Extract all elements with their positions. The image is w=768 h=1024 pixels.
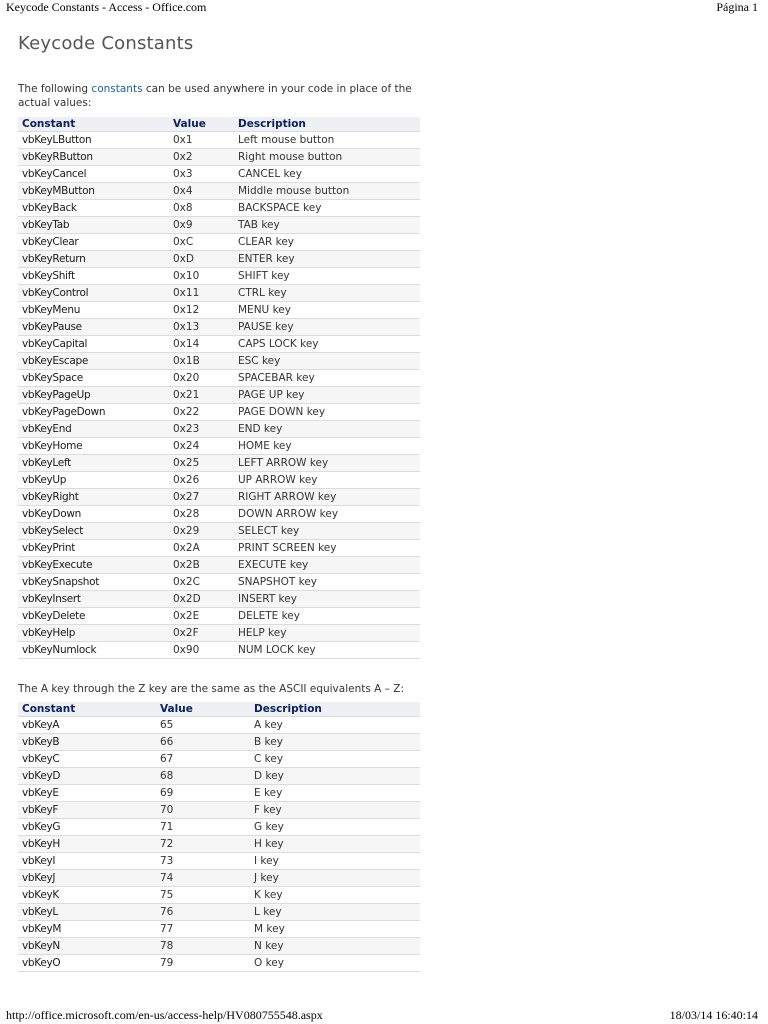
- constant-name: vbKeyI: [18, 853, 156, 870]
- constant-value: 0x2B: [169, 557, 234, 574]
- constant-value: 0x12: [169, 302, 234, 319]
- constant-value: 0x22: [169, 404, 234, 421]
- constant-description: K key: [250, 887, 420, 904]
- col-header-description: Description: [234, 117, 420, 132]
- constant-value: 0x8: [169, 200, 234, 217]
- constant-name: vbKeyCapital: [18, 336, 169, 353]
- constant-value: 0x2: [169, 149, 234, 166]
- constant-name: vbKeyF: [18, 802, 156, 819]
- constant-name: vbKeyO: [18, 955, 156, 972]
- col-header-constant: Constant: [18, 702, 156, 717]
- constant-description: SNAPSHOT key: [234, 574, 420, 591]
- constant-value: 78: [156, 938, 250, 955]
- constant-description: M key: [250, 921, 420, 938]
- constant-name: vbKeyRight: [18, 489, 169, 506]
- constant-name: vbKeyCancel: [18, 166, 169, 183]
- constant-description: G key: [250, 819, 420, 836]
- constant-name: vbKeyEnd: [18, 421, 169, 438]
- constant-description: UP ARROW key: [234, 472, 420, 489]
- table-row: [18, 751, 420, 768]
- table-row: [18, 183, 420, 200]
- print-footer-timestamp: 18/03/14 16:40:14: [669, 1008, 758, 1022]
- constant-description: ESC key: [234, 353, 420, 370]
- constant-value: 68: [156, 768, 250, 785]
- table-row: [18, 455, 420, 472]
- constant-name: vbKeyPrint: [18, 540, 169, 557]
- constant-name: vbKeyHelp: [18, 625, 169, 642]
- ascii-note: The A key through the Z key are the same as the ASCII equivalents A – Z:: [18, 683, 404, 695]
- table-row: [18, 166, 420, 183]
- table-row: [18, 785, 420, 802]
- col-header-value: Value: [156, 702, 250, 717]
- table-row: [18, 132, 420, 149]
- table-row: [18, 336, 420, 353]
- col-header-description: Description: [250, 702, 420, 717]
- constant-value: 67: [156, 751, 250, 768]
- table-row: [18, 717, 420, 734]
- constant-value: 0xD: [169, 251, 234, 268]
- constant-value: 0x21: [169, 387, 234, 404]
- constant-value: 0x29: [169, 523, 234, 540]
- constant-description: O key: [250, 955, 420, 972]
- constant-value: 75: [156, 887, 250, 904]
- table-row: [18, 387, 420, 404]
- constant-description: J key: [250, 870, 420, 887]
- constant-name: vbKeyLButton: [18, 132, 169, 149]
- constant-name: vbKeyC: [18, 751, 156, 768]
- constant-value: 0x23: [169, 421, 234, 438]
- constant-description: PAUSE key: [234, 319, 420, 336]
- constant-description: L key: [250, 904, 420, 921]
- constant-value: 0x24: [169, 438, 234, 455]
- constant-value: 0x13: [169, 319, 234, 336]
- constant-description: PAGE UP key: [234, 387, 420, 404]
- table-row: [18, 921, 420, 938]
- constant-description: LEFT ARROW key: [234, 455, 420, 472]
- page-title: Keycode Constants: [18, 33, 194, 54]
- constant-name: vbKeyExecute: [18, 557, 169, 574]
- print-header-title: Keycode Constants - Access - Office.com: [6, 0, 207, 14]
- table-row: [18, 489, 420, 506]
- table-row: [18, 574, 420, 591]
- constant-name: vbKeyL: [18, 904, 156, 921]
- table-row: [18, 404, 420, 421]
- constant-name: vbKeyLeft: [18, 455, 169, 472]
- constant-name: vbKeyPageUp: [18, 387, 169, 404]
- constant-description: NUM LOCK key: [234, 642, 420, 659]
- table-row: [18, 268, 420, 285]
- constant-name: vbKeyClear: [18, 234, 169, 251]
- table-row: [18, 955, 420, 972]
- constant-description: SHIFT key: [234, 268, 420, 285]
- constant-description: C key: [250, 751, 420, 768]
- table-row: [18, 557, 420, 574]
- constant-value: 0x9: [169, 217, 234, 234]
- constant-name: vbKeyEscape: [18, 353, 169, 370]
- constant-value: 66: [156, 734, 250, 751]
- constant-name: vbKeyJ: [18, 870, 156, 887]
- constant-value: 0x27: [169, 489, 234, 506]
- constant-description: Middle mouse button: [234, 183, 420, 200]
- intro-paragraph: [18, 82, 418, 110]
- table-row: [18, 370, 420, 387]
- table-row: [18, 768, 420, 785]
- constant-name: vbKeyMenu: [18, 302, 169, 319]
- constant-description: INSERT key: [234, 591, 420, 608]
- constant-name: vbKeyD: [18, 768, 156, 785]
- table-row: [18, 853, 420, 870]
- constant-value: 0x11: [169, 285, 234, 302]
- constant-value: 0x10: [169, 268, 234, 285]
- constant-value: 0x2E: [169, 608, 234, 625]
- constant-name: vbKeyNumlock: [18, 642, 169, 659]
- constant-value: 0x2C: [169, 574, 234, 591]
- table-row: [18, 887, 420, 904]
- constant-value: 0x1B: [169, 353, 234, 370]
- table-header-row: [18, 702, 420, 717]
- table-row: [18, 904, 420, 921]
- constant-name: vbKeyA: [18, 717, 156, 734]
- table-row: [18, 438, 420, 455]
- constant-value: 76: [156, 904, 250, 921]
- constant-value: 0x28: [169, 506, 234, 523]
- constant-description: EXECUTE key: [234, 557, 420, 574]
- constant-value: 71: [156, 819, 250, 836]
- intro-text-after: can be used anywhere in your code in place of the actual values:: [18, 83, 412, 109]
- constant-name: vbKeyPause: [18, 319, 169, 336]
- table-row: [18, 608, 420, 625]
- constant-name: vbKeyReturn: [18, 251, 169, 268]
- constant-description: END key: [234, 421, 420, 438]
- table-row: [18, 472, 420, 489]
- constant-name: vbKeySpace: [18, 370, 169, 387]
- constant-description: BACKSPACE key: [234, 200, 420, 217]
- constant-value: 0x4: [169, 183, 234, 200]
- table-row: [18, 523, 420, 540]
- table-row: [18, 149, 420, 166]
- constant-description: CANCEL key: [234, 166, 420, 183]
- constant-description: A key: [250, 717, 420, 734]
- constant-name: vbKeyUp: [18, 472, 169, 489]
- table-row: [18, 625, 420, 642]
- col-header-constant: Constant: [18, 117, 169, 132]
- constant-description: F key: [250, 802, 420, 819]
- constant-description: ENTER key: [234, 251, 420, 268]
- table-row: [18, 285, 420, 302]
- constant-description: CTRL key: [234, 285, 420, 302]
- table-row: [18, 836, 420, 853]
- table-row: [18, 591, 420, 608]
- table-row: [18, 217, 420, 234]
- constant-value: 72: [156, 836, 250, 853]
- constant-description: B key: [250, 734, 420, 751]
- constant-value: 0x26: [169, 472, 234, 489]
- table-row: [18, 734, 420, 751]
- constant-description: CLEAR key: [234, 234, 420, 251]
- col-header-value: Value: [169, 117, 234, 132]
- constant-value: 74: [156, 870, 250, 887]
- constant-description: H key: [250, 836, 420, 853]
- constant-description: Left mouse button: [234, 132, 420, 149]
- constant-description: D key: [250, 768, 420, 785]
- constant-description: RIGHT ARROW key: [234, 489, 420, 506]
- constant-name: vbKeyHome: [18, 438, 169, 455]
- keycode-table: [18, 117, 420, 659]
- table-row: [18, 819, 420, 836]
- constant-description: E key: [250, 785, 420, 802]
- table-row: [18, 506, 420, 523]
- constant-name: vbKeySnapshot: [18, 574, 169, 591]
- constant-value: 70: [156, 802, 250, 819]
- constant-name: vbKeyTab: [18, 217, 169, 234]
- constant-name: vbKeyControl: [18, 285, 169, 302]
- print-footer: [6, 1008, 758, 1023]
- table-row: [18, 802, 420, 819]
- constant-description: SELECT key: [234, 523, 420, 540]
- constant-value: 0x2A: [169, 540, 234, 557]
- print-header-page: Página 1: [716, 0, 758, 14]
- table-row: [18, 319, 420, 336]
- constant-name: vbKeyShift: [18, 268, 169, 285]
- constant-value: 79: [156, 955, 250, 972]
- constant-name: vbKeyRButton: [18, 149, 169, 166]
- constant-name: vbKeyH: [18, 836, 156, 853]
- constant-value: 0x3: [169, 166, 234, 183]
- table-row: [18, 251, 420, 268]
- constant-name: vbKeyM: [18, 921, 156, 938]
- constant-description: DOWN ARROW key: [234, 506, 420, 523]
- constant-name: vbKeyK: [18, 887, 156, 904]
- constant-description: PAGE DOWN key: [234, 404, 420, 421]
- constant-description: DELETE key: [234, 608, 420, 625]
- constant-value: 0x25: [169, 455, 234, 472]
- constant-value: 73: [156, 853, 250, 870]
- constant-name: vbKeyBack: [18, 200, 169, 217]
- constant-name: vbKeyPageDown: [18, 404, 169, 421]
- constant-description: HELP key: [234, 625, 420, 642]
- table-row: [18, 870, 420, 887]
- constant-value: 0x14: [169, 336, 234, 353]
- letter-keys-table: [18, 702, 420, 972]
- constant-value: 0x90: [169, 642, 234, 659]
- table-row: [18, 302, 420, 319]
- print-footer-url: http://office.microsoft.com/en-us/access-help/HV080755548.aspx: [6, 1008, 323, 1022]
- constant-name: vbKeySelect: [18, 523, 169, 540]
- constant-description: N key: [250, 938, 420, 955]
- constant-value: 69: [156, 785, 250, 802]
- print-header: [6, 0, 758, 15]
- constant-name: vbKeyE: [18, 785, 156, 802]
- constant-value: 0x1: [169, 132, 234, 149]
- constant-description: CAPS LOCK key: [234, 336, 420, 353]
- constant-description: I key: [250, 853, 420, 870]
- table-row: [18, 642, 420, 659]
- constant-name: vbKeyDown: [18, 506, 169, 523]
- constant-value: 65: [156, 717, 250, 734]
- constant-name: vbKeyMButton: [18, 183, 169, 200]
- constant-description: HOME key: [234, 438, 420, 455]
- table-row: [18, 938, 420, 955]
- constant-description: TAB key: [234, 217, 420, 234]
- table-row: [18, 540, 420, 557]
- table-row: [18, 421, 420, 438]
- constant-value: 0x2D: [169, 591, 234, 608]
- constant-description: MENU key: [234, 302, 420, 319]
- constant-name: vbKeyN: [18, 938, 156, 955]
- table-row: [18, 234, 420, 251]
- constant-value: 0x20: [169, 370, 234, 387]
- table-row: [18, 200, 420, 217]
- intro-text-before: The following: [18, 83, 92, 95]
- constant-name: vbKeyInsert: [18, 591, 169, 608]
- constant-description: SPACEBAR key: [234, 370, 420, 387]
- constant-description: Right mouse button: [234, 149, 420, 166]
- table-row: [18, 353, 420, 370]
- constant-value: 0x2F: [169, 625, 234, 642]
- constants-link[interactable]: constants: [91, 83, 143, 95]
- constant-name: vbKeyB: [18, 734, 156, 751]
- constant-name: vbKeyG: [18, 819, 156, 836]
- constant-name: vbKeyDelete: [18, 608, 169, 625]
- table-header-row: [18, 117, 420, 132]
- constant-description: PRINT SCREEN key: [234, 540, 420, 557]
- constant-value: 0xC: [169, 234, 234, 251]
- constant-value: 77: [156, 921, 250, 938]
